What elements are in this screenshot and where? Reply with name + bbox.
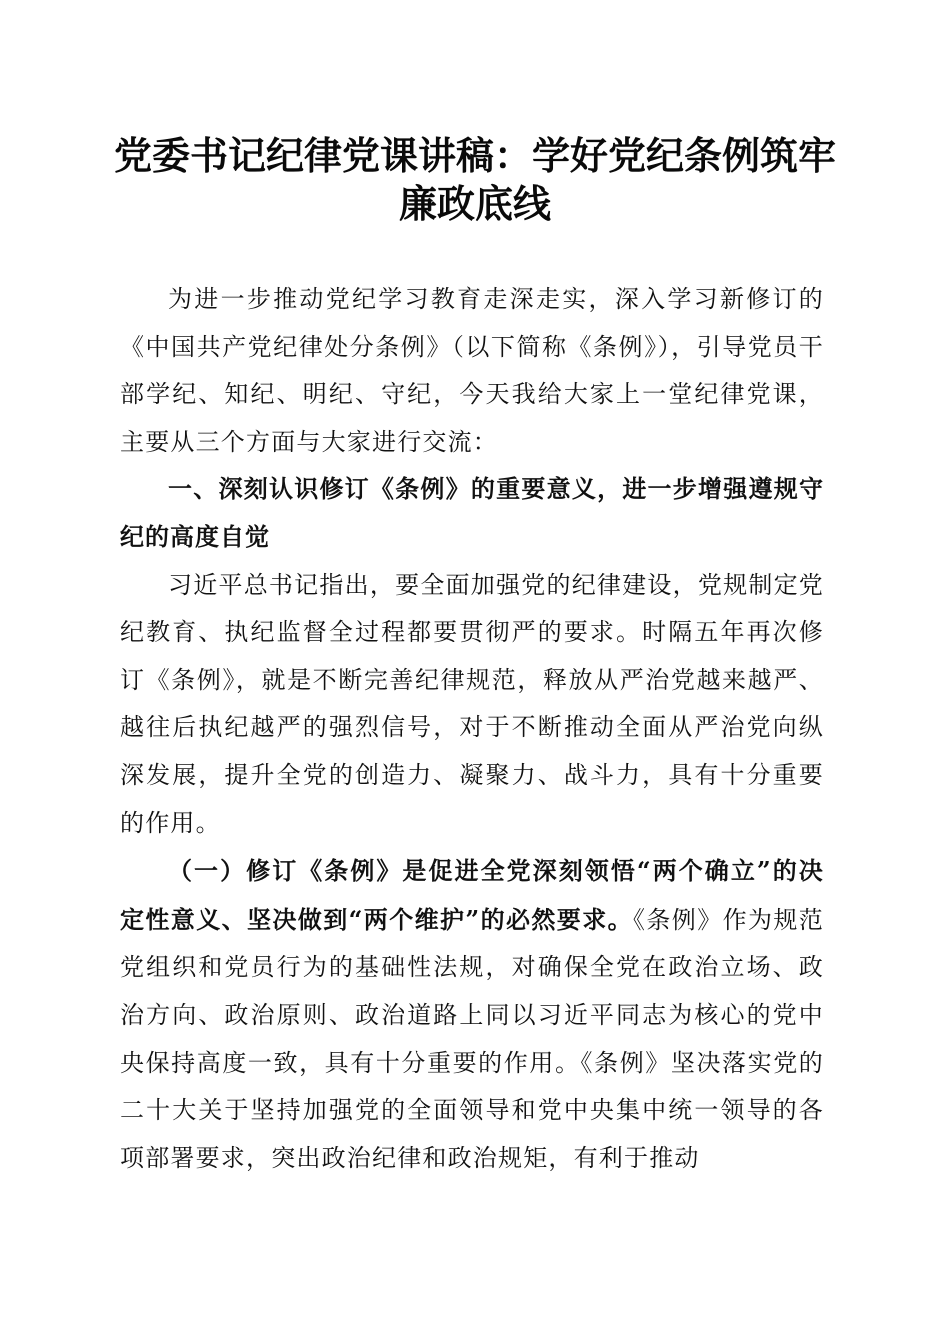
subsection-1-paragraph <box>120 847 824 1182</box>
intro-paragraph: 为进一步推动党纪学习教育走深走实，深入学习新修订的《中国共产党纪律处分条例》（以下简称《条例》），引导党员干部学纪、知纪、明纪、守纪，今天我给大家上一堂纪律党课，主要从三个方面与大家进行交流： <box>120 285 824 456</box>
document-title: 党委书记纪律党课讲稿：学好党纪条例筑牢廉政底线 <box>113 133 836 226</box>
section-heading-1: 一、深刻认识修订《条例》的重要意义，进一步增强遵规守纪的高度自觉 <box>120 475 824 551</box>
subsection-1-lead: （一）修订《条例》是促进全党深刻领悟“两个确立”的决定性意义、坚决做到“两个维护”的必然要求。 <box>120 856 824 934</box>
document-body <box>120 276 824 1182</box>
section-1-paragraph: 习近平总书记指出，要全面加强党的纪律建设，党规制定党纪教育、执纪监督全过程都要贯彻严的要求。时隔五年再次修订《条例》，就是不断完善纪律规范，释放从严治党越来越严、越往后执纪越严的强烈信号，对于不断推动全面从严治党向纵深发展，提升全党的创造力、凝聚力、战斗力，具有十分重要的作用。 <box>120 570 824 837</box>
subsection-1-text: 《条例》作为规范党组织和党员行为的基础性法规，对确保全党在政治立场、政治方向、政治原则、政治道路上同以习近平同志为核心的党中央保持高度一致，具有十分重要的作用。《条例》坚决落实党的二十大关于坚持加强党的全面领导和党中央集中统一领导的各项部署要求，突出政治纪律和政治规矩，有利于推动 <box>120 905 824 1172</box>
